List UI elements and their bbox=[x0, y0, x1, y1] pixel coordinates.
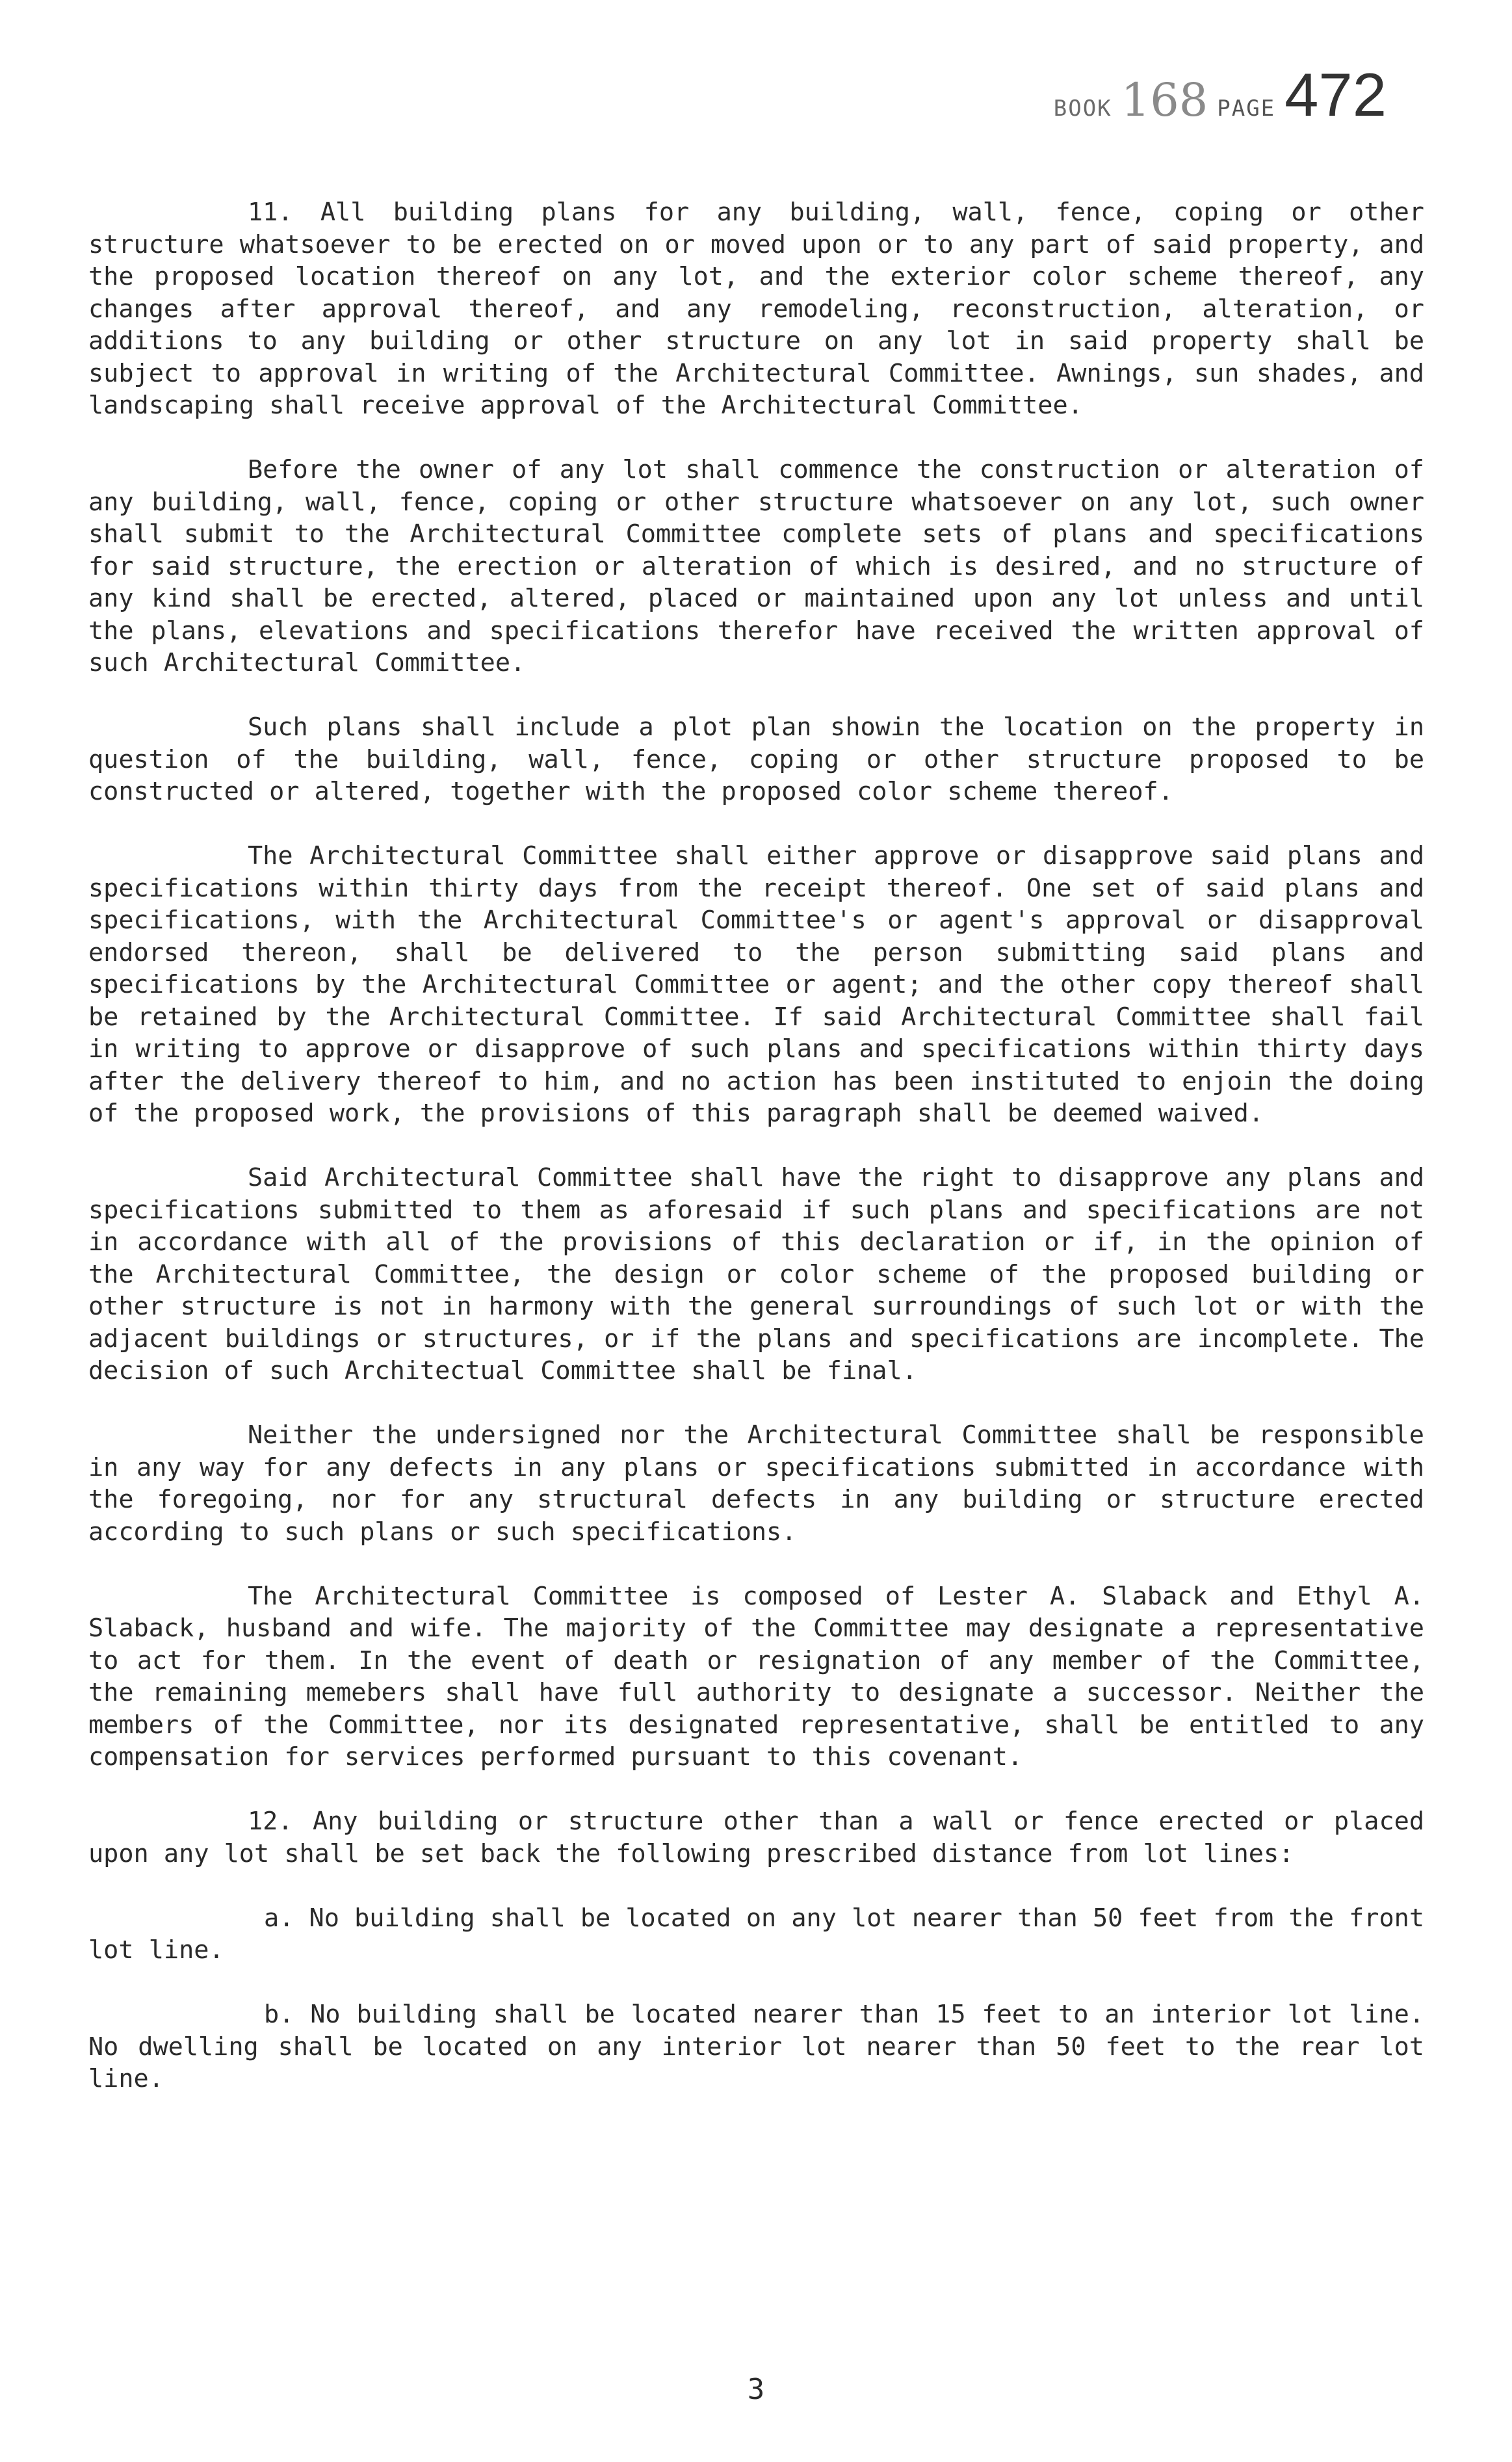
paragraph-committee-composition: The Architectural Committee is composed of Lester A. Slaback and Ethyl A. Slaback, husband and wife. The majority of the Committee may designate a representative to act for them. In the event of death or resignation of any member of the Committee, the remaining memebers shall have full authority to designate a successor. Neither the members of the Committee, nor its designated representative, shall be entitled to any compensation for services performed pursuant to this covenant. bbox=[88, 1581, 1424, 1772]
paragraph-12a-front-setback: a. No building shall be located on any lot nearer than 50 feet from the front lot line. bbox=[88, 1903, 1424, 1965]
page-label: PAGE bbox=[1217, 96, 1276, 122]
paragraph-12b-interior-rear-setback: b. No building shall be located nearer than 15 feet to an interior lot line. No dwelling shall be located on any interior lot nearer than 50 feet to the rear lot line. bbox=[88, 2000, 1424, 2093]
paragraph-no-responsibility: Neither the undersigned nor the Architectural Committee shall be responsible in any way for any defects in any plans or specifications submitted in accordance with the foregoing, nor for any structural defects in any building or structure erected according to such plans or such specifications. bbox=[88, 1421, 1424, 1547]
page-number-stamp: 472 bbox=[1284, 60, 1387, 129]
paragraph-plot-plan: Such plans shall include a plot plan showin the location on the property in question of the building, wall, fence, coping or other structure proposed to be constructed or altered, together with the proposed color scheme thereof. bbox=[88, 713, 1424, 806]
paragraph-12-setbacks: 12. Any building or structure other than a wall or fence erected or placed upon any lot shall be set back the following prescribed distance from lot lines: bbox=[88, 1807, 1424, 1868]
paragraph-owner-submission: Before the owner of any lot shall commence the construction or alteration of any building, wall, fence, coping or other structure whatsoever on any lot, such owner shall submit to the Architectural Committee complete sets of plans and specifications for said structure, the erection or alteration of which is desired, and no structure of any kind shall be erected, altered, placed or maintained upon any lot unless and until the plans, elevations and specifications therefor have received the written approval of such Architectural Committee. bbox=[88, 455, 1424, 677]
paragraph-right-to-disapprove: Said Architectural Committee shall have the right to disapprove any plans and specifications submitted to them as aforesaid if such plans and specifications are not in accordance with all of the provisions of this declaration or if, in the opinion of the Architectural Committee, the design or color scheme of the proposed building or other structure is not in harmony with the general surroundings of such lot or with the adjacent buildings or structures, or if the plans and specifications are incomplete. The decision of such Architectual Committee shall be final. bbox=[88, 1163, 1424, 1385]
book-label: BOOK bbox=[1053, 96, 1112, 122]
paragraph-approval-period: The Architectural Committee shall either approve or disapprove said plans and specifications within thirty days from the receipt thereof. One set of said plans and specifications, with the Architectural Committee's or agent's approval or disapproval endorsed thereon, shall be delivered to the person submitting said plans and specifications by the Architectural Committee or agent; and the other copy thereof shall be retained by the Architectural Committee. If said Architectural Committee shall fail in writing to approve or disapprove of such plans and specifications within thirty days after the delivery thereof to him, and no action has been instituted to enjoin the doing of the proposed work, the provisions of this paragraph shall be deemed waived. bbox=[88, 841, 1424, 1128]
page-footer-number: 3 bbox=[747, 2373, 765, 2406]
book-page-stamp bbox=[1054, 60, 1387, 130]
document-body bbox=[88, 196, 1424, 2127]
book-number: 168 bbox=[1121, 73, 1208, 127]
paragraph-11-building-plans: 11. All building plans for any building, wall, fence, coping or other structure whatsoever to be erected on or moved upon or to any part of said property, and the proposed location thereof on any lot, and the exterior color scheme thereof, any changes after approval thereof, and any remodeling, reconstruction, alteration, or additions to any building or other structure on any lot in said property shall be subject to approval in writing of the Architectural Committee. Awnings, sun shades, and landscaping shall receive approval of the Architectural Committee. bbox=[88, 198, 1424, 420]
